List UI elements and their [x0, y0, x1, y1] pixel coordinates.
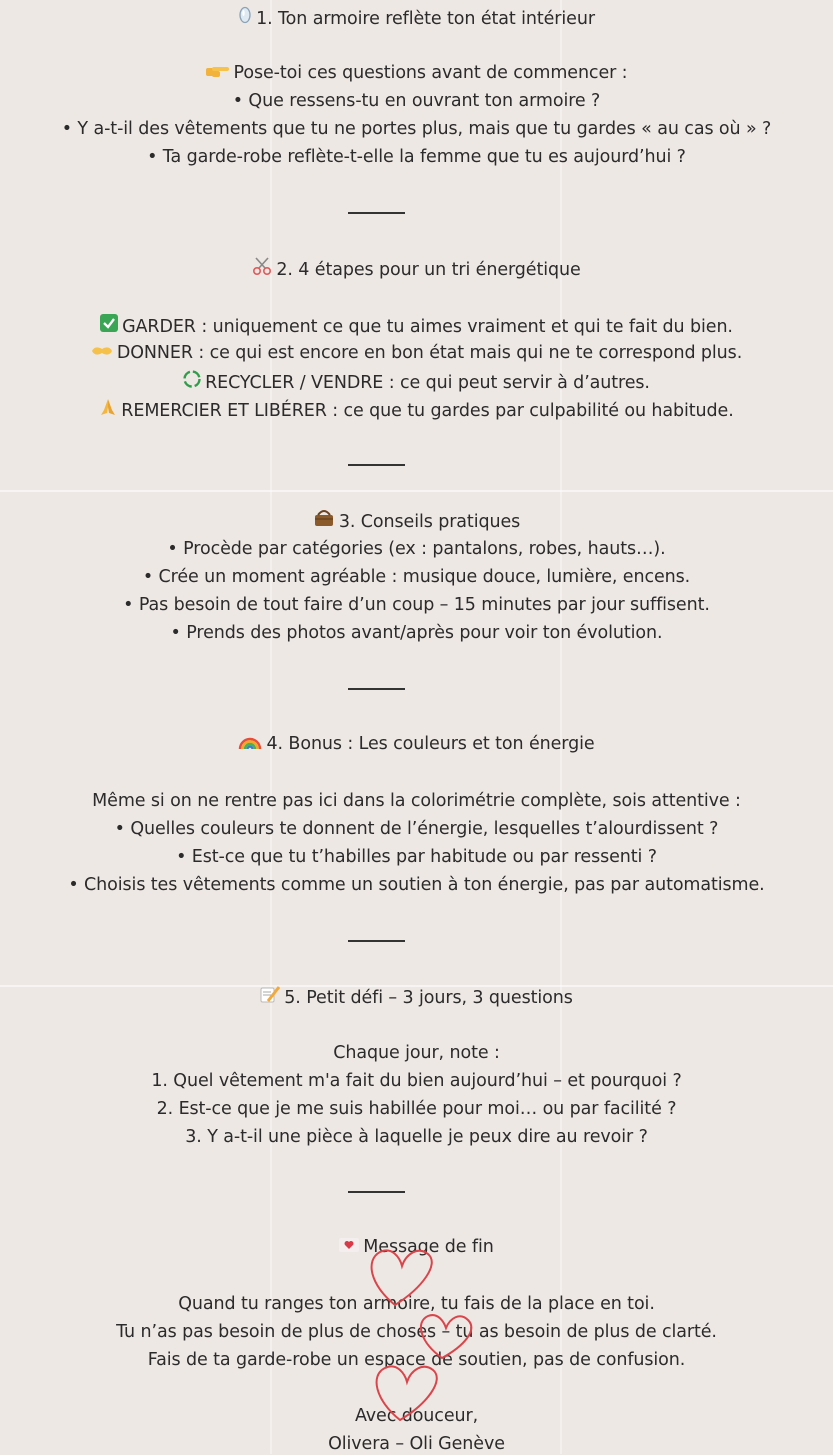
section6-title: Message de fin — [0, 1236, 833, 1258]
numbered-item: 1. Quel vêtement m'a fait du bien aujourd’hui – et pourquoi ? — [151, 1071, 682, 1091]
scissors-icon — [252, 257, 272, 281]
separator-line — [348, 940, 405, 942]
list-item: RECYCLER / VENDRE : ce qui peut servir à d’autres. — [0, 370, 833, 394]
section4-intro: Même si on ne rentre pas ici dans la colorimétrie complète, sois attentive : — [92, 791, 741, 811]
separator-line — [348, 212, 405, 214]
bullet-item: • Y a-t-il des vêtements que tu ne portes plus, mais que tu gardes « au cas où » ? — [61, 119, 772, 139]
closing-line: Tu n’as pas besoin de plus de choses – tu as besoin de plus de clarté. — [116, 1322, 717, 1342]
separator-line — [348, 464, 405, 466]
bullet-item: • Choisis tes vêtements comme un soutien à ton énergie, pas par automatisme. — [68, 875, 765, 895]
check-mark-icon — [100, 314, 118, 338]
memo-icon — [260, 985, 280, 1009]
list-item: DONNER : ce qui est encore en bon état mais qui ne te correspond plus. — [0, 342, 833, 364]
bullet-item: • Que ressens-tu en ouvrant ton armoire ? — [232, 91, 601, 111]
pointing-hand-icon — [206, 62, 230, 84]
bullet-item: • Pas besoin de tout faire d’un coup – 15 minutes par jour suffisent. — [123, 595, 710, 615]
numbered-item: 2. Est-ce que je me suis habillée pour moi… ou par facilité ? — [156, 1099, 677, 1119]
bullet-item: • Crée un moment agréable : musique douce, lumière, encens. — [142, 567, 691, 587]
closing-greeting: Avec douceur, — [354, 1406, 479, 1426]
list-item: GARDER : uniquement ce que tu aimes vraiment et qui te fait du bien. — [0, 314, 833, 338]
separator-line — [348, 688, 405, 690]
section5-intro: Chaque jour, note : — [333, 1043, 500, 1063]
separator-line — [348, 1191, 405, 1193]
bullet-item: • Prends des photos avant/après pour voir ton évolution. — [170, 623, 663, 643]
signature: Olivera – Oli Genève — [328, 1434, 505, 1454]
numbered-item: 3. Y a-t-il une pièce à laquelle je peux dire au revoir ? — [185, 1127, 648, 1147]
closing-line: Quand tu ranges ton armoire, tu fais de la place en toi. — [178, 1294, 655, 1314]
recycle-icon — [183, 370, 201, 394]
heart-icon — [339, 1236, 359, 1258]
section1-title: 1. Ton armoire reflète ton état intérieur — [0, 6, 833, 30]
section1-intro: Pose-toi ces questions avant de commencer : — [0, 62, 833, 84]
bullet-item: • Est-ce que tu t’habilles par habitude ou par ressenti ? — [176, 847, 657, 867]
section5-title: 5. Petit défi – 3 jours, 3 questions — [0, 985, 833, 1009]
basket-icon — [313, 509, 335, 533]
list-item: REMERCIER ET LIBÉRER : ce que tu gardes par culpabilité ou habitude. — [0, 398, 833, 422]
bullet-item: • Procède par catégories (ex : pantalons, robes, hauts…). — [167, 539, 666, 559]
folded-hands-icon — [99, 398, 117, 422]
section3-title: 3. Conseils pratiques — [0, 509, 833, 533]
bullet-item: • Ta garde-robe reflète-t-elle la femme que tu es aujourd’hui ? — [147, 147, 686, 167]
section2-title: 2. 4 étapes pour un tri énergétique — [0, 257, 833, 281]
heart-hands-icon — [91, 342, 113, 364]
section4-title: 4. Bonus : Les couleurs et ton énergie — [0, 733, 833, 755]
mirror-icon — [238, 6, 252, 30]
bullet-item: • Quelles couleurs te donnent de l’énergie, lesquelles t’alourdissent ? — [114, 819, 719, 839]
closing-line: Fais de ta garde-robe un espace de soutien, pas de confusion. — [147, 1350, 686, 1370]
rainbow-icon — [238, 733, 262, 755]
